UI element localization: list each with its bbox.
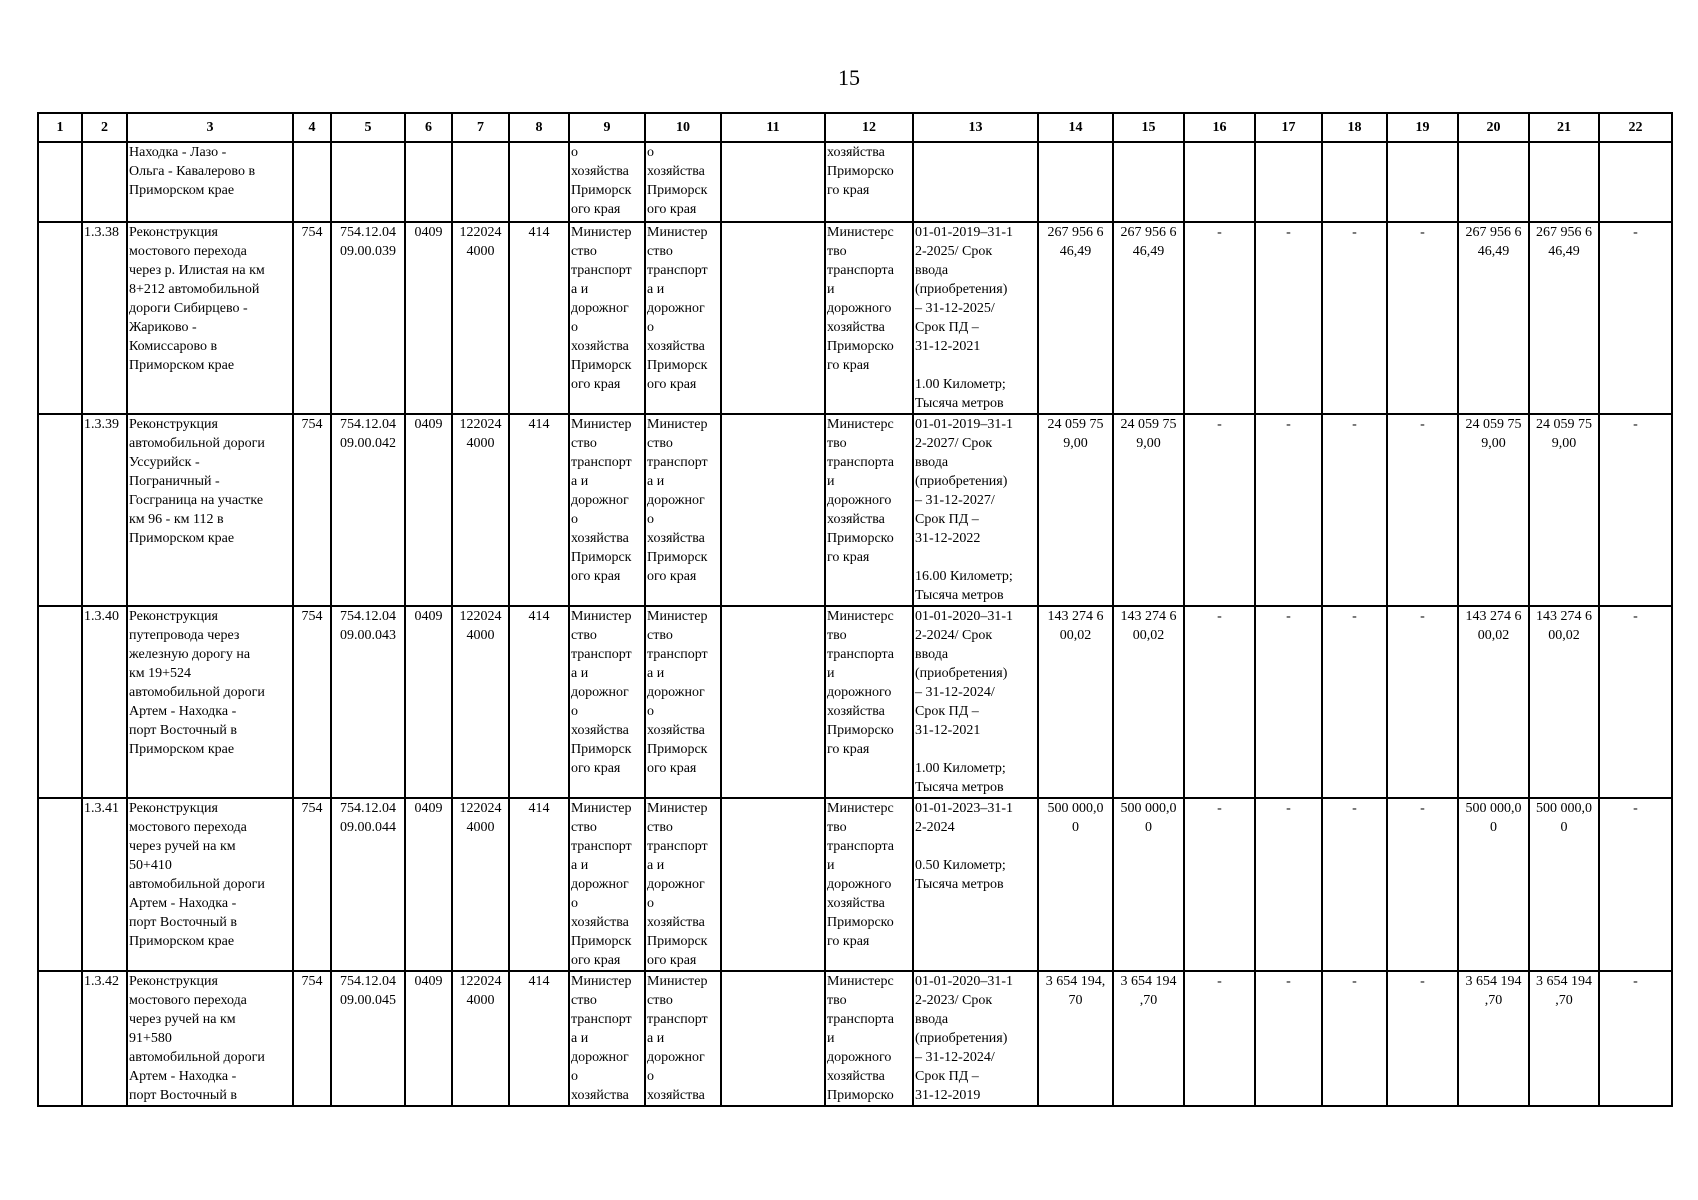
table-cell: 01-01-2020–31-1 2-2023/ Срок ввода (приобретения) – 31-12-2024/ Срок ПД – 31-12-2019 <box>913 971 1038 1106</box>
page-number: 15 <box>838 65 860 90</box>
table-cell: - <box>1387 606 1458 798</box>
table-cell: 122024 4000 <box>452 971 509 1106</box>
table-cell <box>721 971 825 1106</box>
table-cell: 754 <box>293 222 331 414</box>
column-header: 19 <box>1387 113 1458 142</box>
table-cell: 01-01-2020–31-1 2-2024/ Срок ввода (приобретения) – 31-12-2024/ Срок ПД – 31-12-2021 1.00 Километр; Тысяча метров <box>913 606 1038 798</box>
table-cell: - <box>1599 222 1672 414</box>
table-cell: Реконструкция путепровода через железную дорогу на км 19+524 автомобильной дороги Артем - Находка - порт Восточный в Приморском крае <box>127 606 293 798</box>
column-header: 5 <box>331 113 405 142</box>
table-cell: - <box>1255 606 1322 798</box>
table-cell: 754 <box>293 414 331 606</box>
table-cell: - <box>1184 414 1255 606</box>
table-cell: 0409 <box>405 414 452 606</box>
table-cell <box>1387 142 1458 222</box>
table-cell: Министер ство транспорт а и дорожног о хозяйства <box>645 971 721 1106</box>
table-cell: хозяйства Приморско го края <box>825 142 913 222</box>
table-cell: 754.12.04 09.00.043 <box>331 606 405 798</box>
table-cell: - <box>1599 798 1672 971</box>
table-cell <box>509 142 569 222</box>
table-cell: 754 <box>293 606 331 798</box>
table-cell: Министер ство транспорт а и дорожног о хозяйства Приморск ого края <box>569 798 645 971</box>
table-cell: - <box>1322 971 1387 1106</box>
table-cell: 122024 4000 <box>452 606 509 798</box>
table-cell: 01-01-2019–31-1 2-2025/ Срок ввода (приобретения) – 31-12-2025/ Срок ПД – 31-12-2021 1.00 Километр; Тысяча метров <box>913 222 1038 414</box>
table-cell: 24 059 75 9,00 <box>1038 414 1113 606</box>
table-cell: Министер ство транспорт а и дорожног о хозяйства Приморск ого края <box>569 606 645 798</box>
column-header: 18 <box>1322 113 1387 142</box>
table-row <box>38 971 1672 1106</box>
table-cell: 143 274 6 00,02 <box>1458 606 1529 798</box>
table-row <box>38 142 1672 222</box>
table-cell: Находка - Лазо - Ольга - Кавалерово в Приморском крае <box>127 142 293 222</box>
table-cell: Министерс тво транспорта и дорожного хозяйства Приморско го края <box>825 414 913 606</box>
table-row <box>38 222 1672 414</box>
table-cell: 500 000,0 0 <box>1458 798 1529 971</box>
table-cell: 414 <box>509 606 569 798</box>
table-cell: - <box>1255 971 1322 1106</box>
table-cell: Министер ство транспорт а и дорожног о хозяйства Приморск ого края <box>645 414 721 606</box>
table-cell: 1.3.39 <box>82 414 127 606</box>
table-cell: 414 <box>509 414 569 606</box>
column-header: 20 <box>1458 113 1529 142</box>
table-cell: 122024 4000 <box>452 414 509 606</box>
table-cell <box>1322 142 1387 222</box>
table-cell: 1.3.40 <box>82 606 127 798</box>
table-cell <box>1458 142 1529 222</box>
table-cell: 267 956 6 46,49 <box>1113 222 1184 414</box>
table-cell <box>721 798 825 971</box>
table-cell: Министер ство транспорт а и дорожног о хозяйства Приморск ого края <box>645 606 721 798</box>
table-cell <box>721 414 825 606</box>
table-cell <box>1255 142 1322 222</box>
table-row <box>38 606 1672 798</box>
table-cell <box>38 971 82 1106</box>
column-header: 11 <box>721 113 825 142</box>
table-cell: 1.3.41 <box>82 798 127 971</box>
table-cell: 01-01-2023–31-1 2-2024 0.50 Километр; Тысяча метров <box>913 798 1038 971</box>
table-cell: - <box>1322 414 1387 606</box>
table-cell <box>38 222 82 414</box>
table-cell: о хозяйства Приморск ого края <box>645 142 721 222</box>
table-cell: о хозяйства Приморск ого края <box>569 142 645 222</box>
table-cell <box>1113 142 1184 222</box>
table-cell: 500 000,0 0 <box>1038 798 1113 971</box>
table-cell: 267 956 6 46,49 <box>1038 222 1113 414</box>
data-table <box>37 112 1673 1107</box>
table-cell: - <box>1255 798 1322 971</box>
table-cell <box>1038 142 1113 222</box>
table-cell: 754 <box>293 971 331 1106</box>
table-cell: - <box>1322 606 1387 798</box>
column-header: 14 <box>1038 113 1113 142</box>
table-cell: 122024 4000 <box>452 798 509 971</box>
table-row <box>38 414 1672 606</box>
table-cell: 754.12.04 09.00.044 <box>331 798 405 971</box>
table-row <box>38 798 1672 971</box>
table-cell: 24 059 75 9,00 <box>1458 414 1529 606</box>
table-cell <box>721 142 825 222</box>
table-cell: Министер ство транспорт а и дорожног о хозяйства Приморск ого края <box>569 414 645 606</box>
table-cell: Министерс тво транспорта и дорожного хозяйства Приморско го края <box>825 798 913 971</box>
column-header: 2 <box>82 113 127 142</box>
table-cell: 267 956 6 46,49 <box>1458 222 1529 414</box>
column-header: 8 <box>509 113 569 142</box>
table-cell: 414 <box>509 798 569 971</box>
table-cell: 122024 4000 <box>452 222 509 414</box>
table-cell <box>38 606 82 798</box>
table-cell: 0409 <box>405 971 452 1106</box>
table-cell: 1.3.38 <box>82 222 127 414</box>
table-cell: 0409 <box>405 222 452 414</box>
table-cell: Министер ство транспорт а и дорожног о хозяйства Приморск ого края <box>645 798 721 971</box>
table-cell: 3 654 194 ,70 <box>1458 971 1529 1106</box>
table-cell: 414 <box>509 222 569 414</box>
table-cell: 3 654 194 ,70 <box>1529 971 1599 1106</box>
column-header: 6 <box>405 113 452 142</box>
table-cell: Министерс тво транспорта и дорожного хозяйства Приморско <box>825 971 913 1106</box>
table-cell: 24 059 75 9,00 <box>1529 414 1599 606</box>
table-cell: - <box>1184 606 1255 798</box>
table-cell: 3 654 194 ,70 <box>1113 971 1184 1106</box>
column-header: 22 <box>1599 113 1672 142</box>
table-body <box>38 142 1672 1106</box>
table-cell: 414 <box>509 971 569 1106</box>
table-cell: 3 654 194, 70 <box>1038 971 1113 1106</box>
table-cell: Министер ство транспорт а и дорожног о хозяйства Приморск ого края <box>645 222 721 414</box>
table-cell: - <box>1255 414 1322 606</box>
table-cell: - <box>1322 222 1387 414</box>
table-cell <box>405 142 452 222</box>
table-cell: Реконструкция мостового перехода через ручей на км 91+580 автомобильной дороги Артем - Находка - порт Восточный в <box>127 971 293 1106</box>
table-cell <box>1529 142 1599 222</box>
table-cell: - <box>1599 606 1672 798</box>
table-cell: 754.12.04 09.00.042 <box>331 414 405 606</box>
header-row <box>38 113 1672 142</box>
table-cell: 01-01-2019–31-1 2-2027/ Срок ввода (приобретения) – 31-12-2027/ Срок ПД – 31-12-2022 16.00 Километр; Тысяча метров <box>913 414 1038 606</box>
table-cell: - <box>1599 971 1672 1106</box>
table-cell: 754.12.04 09.00.045 <box>331 971 405 1106</box>
table-cell <box>38 142 82 222</box>
column-header: 12 <box>825 113 913 142</box>
table-cell <box>1599 142 1672 222</box>
table-cell <box>82 142 127 222</box>
column-header: 4 <box>293 113 331 142</box>
column-header: 7 <box>452 113 509 142</box>
table-cell <box>293 142 331 222</box>
table-cell <box>331 142 405 222</box>
table-cell: 0409 <box>405 606 452 798</box>
table-cell: - <box>1599 414 1672 606</box>
table-cell: 754 <box>293 798 331 971</box>
table-cell <box>38 798 82 971</box>
table-cell: 0409 <box>405 798 452 971</box>
table-cell: 24 059 75 9,00 <box>1113 414 1184 606</box>
column-header: 16 <box>1184 113 1255 142</box>
table-cell: Реконструкция мостового перехода через р. Илистая на км 8+212 автомобильной дороги Сибирцево - Жариково - Комиссарово в Приморском крае <box>127 222 293 414</box>
table-cell: 267 956 6 46,49 <box>1529 222 1599 414</box>
table-cell: - <box>1184 222 1255 414</box>
column-header: 1 <box>38 113 82 142</box>
table-cell: Министерс тво транспорта и дорожного хозяйства Приморско го края <box>825 606 913 798</box>
table-cell: - <box>1387 971 1458 1106</box>
table-cell <box>721 222 825 414</box>
table-cell: - <box>1387 222 1458 414</box>
table-cell <box>452 142 509 222</box>
table-cell: - <box>1184 971 1255 1106</box>
table-cell <box>38 414 82 606</box>
table-cell: - <box>1255 222 1322 414</box>
column-header: 17 <box>1255 113 1322 142</box>
table-cell: 143 274 6 00,02 <box>1529 606 1599 798</box>
table-cell: 1.3.42 <box>82 971 127 1106</box>
table-cell: Реконструкция мостового перехода через ручей на км 50+410 автомобильной дороги Артем - Находка - порт Восточный в Приморском крае <box>127 798 293 971</box>
column-header: 13 <box>913 113 1038 142</box>
table-cell <box>1184 142 1255 222</box>
table-cell: - <box>1387 798 1458 971</box>
table-cell: - <box>1184 798 1255 971</box>
table-cell: Министер ство транспорт а и дорожног о хозяйства <box>569 971 645 1106</box>
table-cell: 143 274 6 00,02 <box>1038 606 1113 798</box>
column-header: 10 <box>645 113 721 142</box>
column-header: 9 <box>569 113 645 142</box>
table-cell: Министерс тво транспорта и дорожного хозяйства Приморско го края <box>825 222 913 414</box>
table-cell: Реконструкция автомобильной дороги Уссурийск - Пограничный - Госграница на участке км 96 - км 112 в Приморском крае <box>127 414 293 606</box>
table-cell: Министер ство транспорт а и дорожног о хозяйства Приморск ого края <box>569 222 645 414</box>
table-cell <box>913 142 1038 222</box>
column-header: 3 <box>127 113 293 142</box>
table-cell: - <box>1387 414 1458 606</box>
table-cell <box>721 606 825 798</box>
column-header: 21 <box>1529 113 1599 142</box>
table-cell: - <box>1322 798 1387 971</box>
table-cell: 754.12.04 09.00.039 <box>331 222 405 414</box>
table-cell: 500 000,0 0 <box>1529 798 1599 971</box>
column-header: 15 <box>1113 113 1184 142</box>
table-cell: 143 274 6 00,02 <box>1113 606 1184 798</box>
table-cell: 500 000,0 0 <box>1113 798 1184 971</box>
